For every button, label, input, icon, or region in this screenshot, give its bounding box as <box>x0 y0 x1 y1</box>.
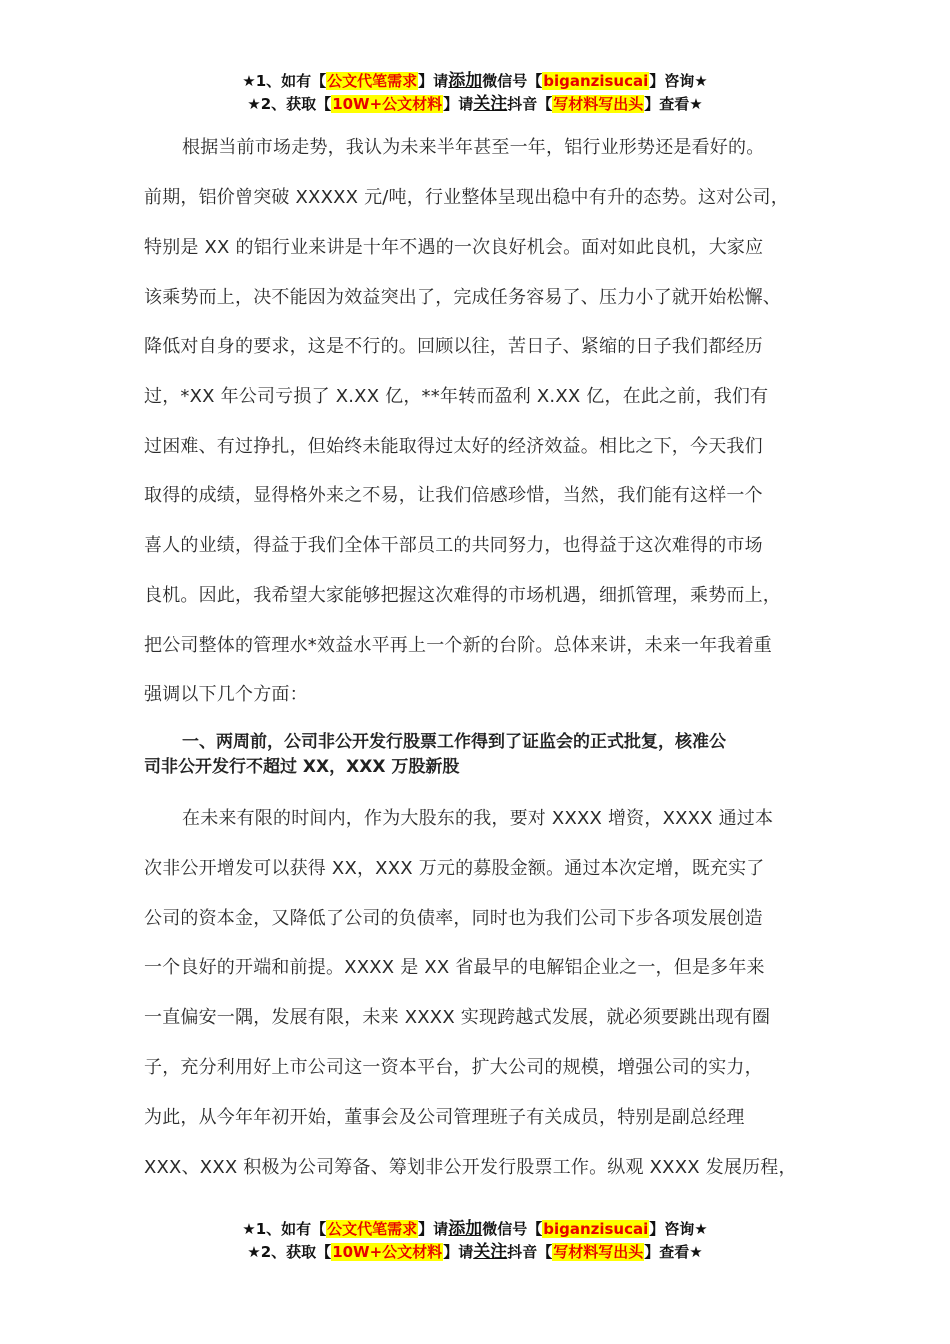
banner-text: 】咨询★ <box>649 1220 708 1238</box>
paragraph-line: 特别是 XX 的铝行业来讲是十年不遇的一次良好机会。面对如此良机，大家应 <box>144 237 764 258</box>
section-heading <box>144 730 824 780</box>
paragraph-line: 取得的成绩，显得格外来之不易，让我们倍感珍惜，当然，我们能有这样一个 <box>144 485 763 506</box>
banner-text: 】查看★ <box>644 1243 703 1261</box>
paragraph-line: 为此，从今年年初开始，董事会及公司管理班子有关成员，特别是副总经理 <box>144 1107 745 1128</box>
paragraph-line: 该乘势而上，决不能因为效益突出了，完成任务容易了、压力小了就开始松懈、 <box>144 287 781 308</box>
banner-text: 】请 <box>443 95 474 113</box>
section-heading-line: 司非公开发行不超过 XX，XXX 万股新股 <box>144 757 460 777</box>
highlight-materials: 10W+公文材料 <box>332 95 443 113</box>
paragraph-line: 良机。因此，我希望大家能够把握这次难得的市场机遇，细抓管理，乘势而上， <box>144 585 781 606</box>
banner-emphasis: 关注 <box>473 1242 508 1262</box>
paragraph-line: 过，*XX 年公司亏损了 X.XX 亿，**年转而盈利 X.XX 亿，在此之前，我们有 <box>144 386 769 407</box>
banner-text: ★2、获取【 <box>247 1243 332 1261</box>
banner-line-2 <box>0 1241 950 1264</box>
paragraph-line: 前期，铝价曾突破 XXXXX 元/吨，行业整体呈现出稳中有升的态势。这对公司， <box>144 187 789 208</box>
banner-text: 抖音【 <box>507 1243 553 1261</box>
paragraph-line: 过困难、有过挣扎，但始终未能取得过太好的经济效益。相比之下，今天我们 <box>144 436 763 457</box>
bottom-banner <box>0 1218 950 1264</box>
highlight-douyin-account: 写材料写出头 <box>553 1243 644 1261</box>
paragraph-line: 把公司整体的管理水*效益水平再上一个新的台阶。总体来讲，未来一年我着重 <box>144 635 772 656</box>
banner-text: ★1、如有【 <box>242 72 327 90</box>
banner-emphasis: 添加 <box>448 71 483 91</box>
banner-line-1 <box>0 70 950 93</box>
paragraph-line: 降低对自身的要求，这是不行的。回顾以往，苦日子、紧缩的日子我们都经历 <box>144 336 763 357</box>
paragraph-line: 子，充分利用好上市公司这一资本平台，扩大公司的规模，增强公司的实力， <box>144 1057 763 1078</box>
top-banner <box>0 70 950 116</box>
banner-line-1 <box>0 1218 950 1241</box>
banner-text: 】请 <box>418 72 449 90</box>
paragraph-line: XXX、XXX 积极为公司筹备、筹划非公开发行股票工作。纵观 XXXX 发展历程， <box>144 1157 797 1178</box>
section-heading-line: 一、两周前，公司非公开发行股票工作得到了证监会的正式批复，核准公 <box>182 732 726 752</box>
banner-text: ★1、如有【 <box>242 1220 327 1238</box>
paragraph-line: 一个良好的开端和前提。XXXX 是 XX 省最早的电解铝企业之一，但是多年来 <box>144 957 765 978</box>
banner-text: 抖音【 <box>507 95 553 113</box>
highlight-wechat-id: biganzisucai <box>543 1220 649 1238</box>
banner-emphasis: 添加 <box>448 1219 483 1239</box>
banner-text: 】请 <box>443 1243 474 1261</box>
paragraph-line: 次非公开增发可以获得 XX，XXX 万元的募股金额。通过本次定增，既充实了 <box>144 858 765 879</box>
paragraph-line: 喜人的业绩，得益于我们全体干部员工的共同努力，也得益于这次难得的市场 <box>144 535 763 556</box>
highlight-service: 公文代笔需求 <box>327 72 418 90</box>
paragraph-line: 在未来有限的时间内，作为大股东的我，要对 XXXX 增资，XXXX 通过本 <box>182 808 774 829</box>
paragraph-line: 一直偏安一隅，发展有限，未来 XXXX 实现跨越式发展，就必须要跳出现有圈 <box>144 1007 771 1028</box>
banner-emphasis: 关注 <box>473 94 508 114</box>
paragraph-line: 强调以下几个方面： <box>144 684 308 705</box>
highlight-douyin-account: 写材料写出头 <box>553 95 644 113</box>
banner-text: 微信号【 <box>482 1220 543 1238</box>
banner-text: 】查看★ <box>644 95 703 113</box>
highlight-materials: 10W+公文材料 <box>332 1243 443 1261</box>
banner-text: ★2、获取【 <box>247 95 332 113</box>
paragraph-line: 公司的资本金，又降低了公司的负债率，同时也为我们公司下步各项发展创造 <box>144 908 763 929</box>
highlight-wechat-id: biganzisucai <box>543 72 649 90</box>
banner-text: 微信号【 <box>482 72 543 90</box>
highlight-service: 公文代笔需求 <box>327 1220 418 1238</box>
banner-text: 】请 <box>418 1220 449 1238</box>
banner-line-2 <box>0 93 950 116</box>
banner-text: 】咨询★ <box>649 72 708 90</box>
paragraph-line: 根据当前市场走势，我认为未来半年甚至一年，铝行业形势还是看好的。 <box>182 137 765 158</box>
